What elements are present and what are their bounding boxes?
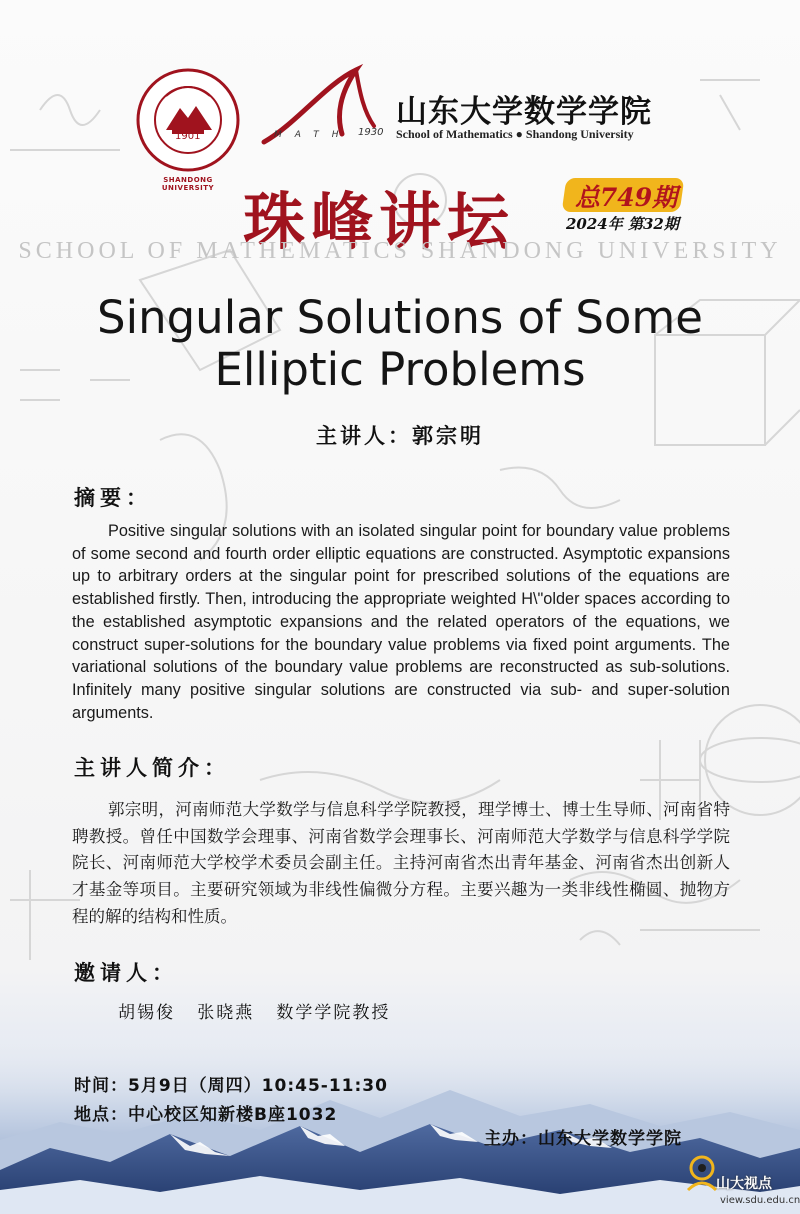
issue-year: 2024年 第32期 xyxy=(566,215,679,233)
forum-name: 珠峰讲坛 xyxy=(243,185,516,258)
talk-title-line-2: Elliptic Problems xyxy=(214,343,586,396)
seal-inscription: SHANDONG UNIVERSITY xyxy=(161,176,215,192)
talk-title-line-1: Singular Solutions of Some xyxy=(97,291,703,344)
math-wordmark: MATH xyxy=(274,130,352,140)
sdu-seal-icon xyxy=(136,68,240,172)
talk-title xyxy=(0,292,800,396)
school-watermark: SCHOOL OF MATHEMATICS SHANDONG UNIVERSITY xyxy=(18,238,782,264)
invite-heading: 邀请人： xyxy=(74,961,178,985)
media-name: 山大视点 xyxy=(716,1176,772,1192)
abstract-heading: 摘要： xyxy=(74,486,152,510)
bio-text: 郭宗明，河南师范大学数学与信息科学学院教授，理学博士、博士生导师、河南省特聘教授。曾任中国数学会理事、河南省数学会理事长、河南师范大学数学与信息科学学院院长、河南师范大学校学术委员会副主任。主持河南省杰出青年基金、河南省杰出创新人才基金等项目。主要研究领域为非线性偏微分方程。主要兴趣为一类非线性椭圆、抛物方程的解的结构和性质。 xyxy=(72,800,730,926)
media-url: view.sdu.edu.cn xyxy=(720,1195,800,1206)
seal-year: 1901 xyxy=(175,131,201,142)
math-year: 1930 xyxy=(358,127,384,138)
sdu-media-logo-icon xyxy=(684,1154,720,1196)
issue-total: 总749期 xyxy=(574,183,678,212)
event-host: 主办：山东大学数学学院 xyxy=(484,1129,682,1149)
inviter-names: 胡锡俊 张晓燕 数学学院教授 xyxy=(118,1003,391,1023)
speaker: 主讲人：郭宗明 xyxy=(316,424,484,448)
bio-heading: 主讲人简介： xyxy=(74,756,230,780)
event-time: 时间：5月9日（周四）10:45-11:30 xyxy=(74,1076,388,1096)
abstract-text: Positive singular solutions with an isolated singular point for boundary value problems of some second and fourth order elliptic equations are constructed. Asymptotic expansions up to arbitrary orders at the singular point for prescribed solutions of the equations are established firstly. Then, introducing the appropriate weighted H\"older spaces according to the established asymptotic expansions and the related operators of the equations, we construct super-solutions for the boundary value problems via fixed point arguments. The variational solutions of the boundary value problems are reconstructed as sub-solutions. Infinitely many positive singular solutions are constructed via sub- and super-solution arguments. xyxy=(72,522,730,722)
event-place: 地点：中心校区知新楼B座1032 xyxy=(74,1105,338,1125)
school-name-cn: 山东大学数学学院 xyxy=(396,94,652,130)
school-name-en: School of Mathematics ● Shandong University xyxy=(396,127,634,141)
